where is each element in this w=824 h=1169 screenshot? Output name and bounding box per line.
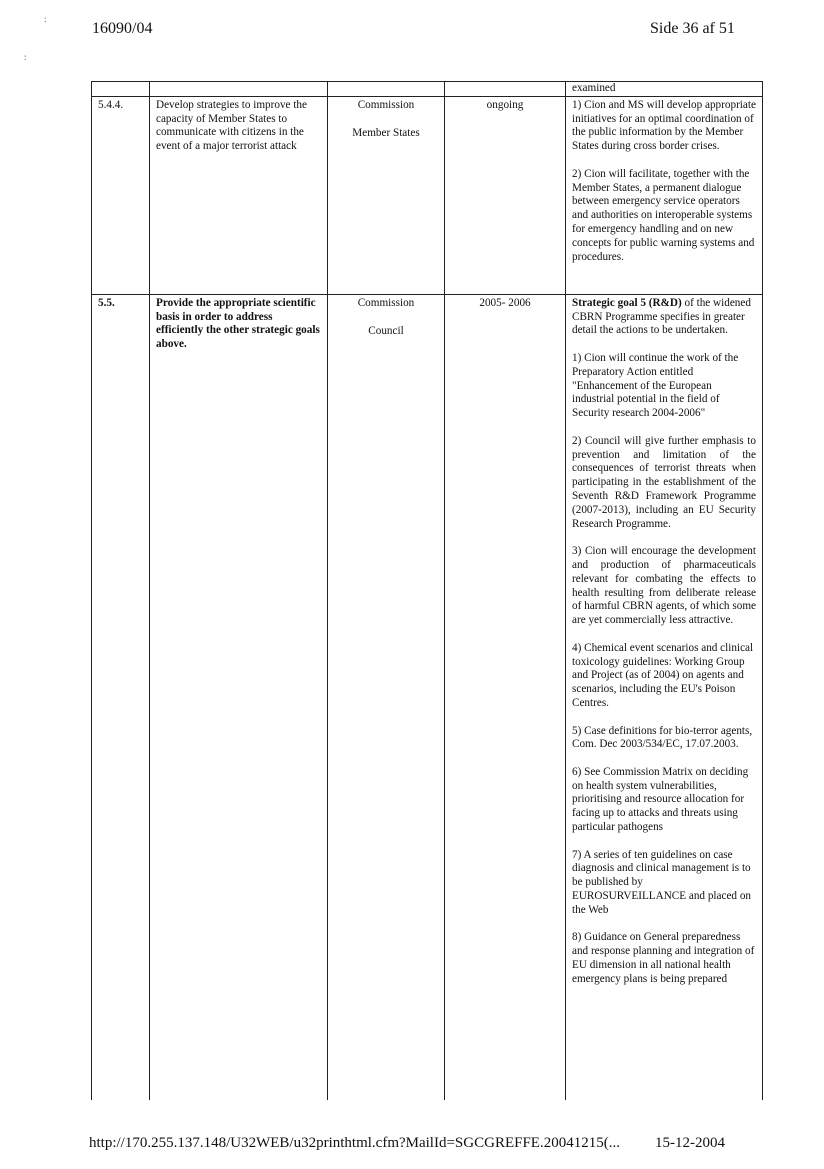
deadline-cell: ongoing [445, 96, 566, 294]
responsible-cell [328, 82, 445, 97]
status-item: 6) See Commission Matrix on deciding on health system vulnerabilities, prioritising and resource allocation for facing up to attacks and threats using particular pathogens [572, 765, 749, 834]
table-row [92, 294, 763, 1100]
status-cell [566, 294, 763, 1100]
footer-url: http://170.255.137.148/U32WEB/u32printhtml.cfm?MailId=SGCGREFFE.20041215(... [89, 1135, 620, 1151]
strategic-goal-label: Strategic goal 5 (R&D) [572, 296, 682, 309]
continued-status-text: examined [572, 82, 616, 94]
status-lead [572, 297, 756, 338]
status-item: 4) Chemical event scenarios and clinical toxicology guidelines: Working Group and Project (as of 2004) on agents and scenarios, including the EU's Poison Centres. [572, 641, 754, 709]
deadline-cell [445, 82, 566, 97]
responsible-party: Commission [357, 98, 415, 111]
status-item: 7) A series of ten guidelines on case diagnosis and clinical management is to be published by EUROSURVEILLANCE and placed on the Web [572, 848, 752, 916]
responsible-party: Commission [357, 296, 415, 309]
table-row-continuation [92, 82, 763, 97]
footer-date: 15-12-2004 [655, 1135, 725, 1151]
responsible-party: Council [368, 324, 404, 337]
scan-mark: : [44, 14, 47, 24]
action-matrix-table [91, 81, 763, 1100]
action-cell [150, 82, 328, 97]
strategic-goal-text: of the widened CBRN Programme specifies in greater detail the actions to be undertaken. [572, 296, 751, 337]
document-id: 16090/04 [92, 20, 153, 37]
number-cell: 5.5. [92, 294, 150, 1100]
deadline-cell: 2005- 2006 [445, 294, 566, 1100]
status-item: 2) Council will give further emphasis to prevention and limitation of the consequences of terrorist threats when participating in the establishment of the Seventh R&D Framework Programme (2007-2013), including an EU Security Research Programme. [572, 434, 756, 530]
scan-mark: : [24, 52, 27, 62]
status-item: 2) Cion will facilitate, together with the Member States, a permanent dialogue between emergency service operators and authorities on interoperable systems for emergency handling and on new concepts for public warning systems and procedures. [572, 167, 755, 263]
page-number: Side 36 af 51 [650, 20, 735, 37]
action-cell: Develop strategies to improve the capacity of Member States to communicate with citizens in the event of a major terrorist attack [150, 96, 328, 294]
responsible-party: Member States [352, 126, 420, 139]
status-item: 1) Cion will continue the work of the Preparatory Action entitled "Enhancement of the European industrial potential in the field of Security research 2004-2006" [572, 351, 739, 420]
action-cell: Provide the appropriate scientific basis in order to address efficiently the other strategic goals above. [150, 294, 328, 1100]
status-item: 8) Guidance on General preparedness and response planning and integration of EU dimension in all national health emergency plans is being prepared [572, 931, 755, 985]
number-cell [92, 82, 150, 97]
status-cell [566, 82, 763, 97]
table-row [92, 96, 763, 294]
status-item: 3) Cion will encourage the development and production of pharmaceuticals relevant for combating the effects to health resulting from deliberate release of harmful CBRN agents, of which some are yet commercially less attractive. [572, 545, 756, 627]
responsible-cell [328, 294, 445, 1100]
number-cell: 5.4.4. [92, 96, 150, 294]
responsible-cell [328, 96, 445, 294]
status-item: 5) Case definitions for bio-terror agents, Com. Dec 2003/534/EC, 17.07.2003. [572, 724, 753, 751]
status-item: 1) Cion and MS will develop appropriate initiatives for an optimal coordination of the public information by the Member States during cross border crises. [572, 98, 756, 153]
status-cell [566, 96, 763, 294]
